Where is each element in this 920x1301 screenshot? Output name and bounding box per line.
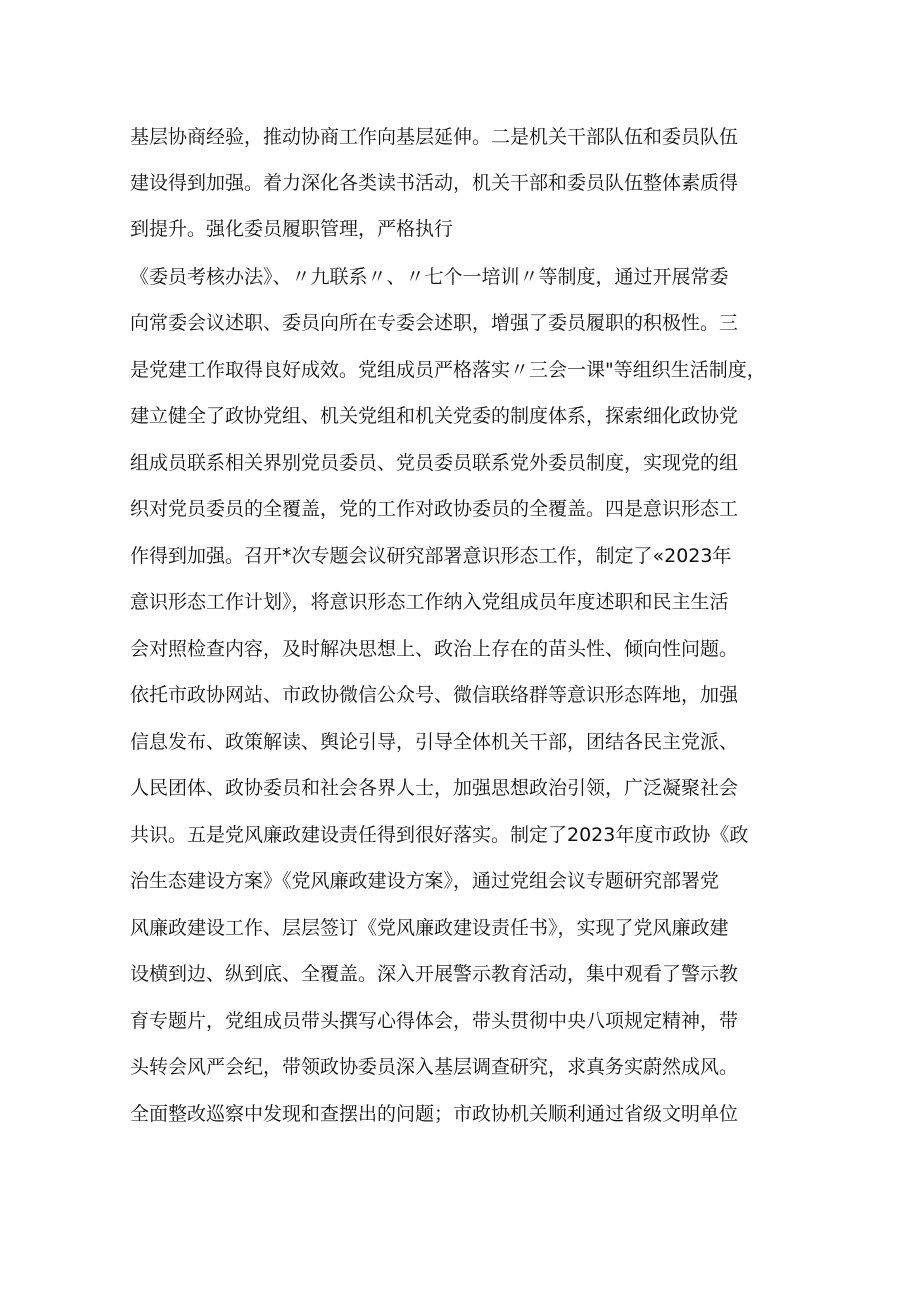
text-line: 依托市政协网站、市政协微信公众号、微信联络群等意识形态阵地，加强 [130, 684, 739, 706]
text-line: 共识。五是党风廉政建设责任得到很好落实。制定了2023年度市政协《政 [130, 824, 749, 846]
text-line: 育专题片，党组成员带头撰写心得体会，带头贯彻中央八项规定精神，带 [130, 1010, 739, 1032]
text-line: 信息发布、政策解读、舆论引导，引导全体机关干部，团结各民主党派、 [130, 731, 739, 753]
text-line: 组成员联系相关界别党员委员、党员委员联系党外委员制度，实现党的组 [130, 452, 739, 474]
text-line: 治生态建设方案》《党风廉政建设方案》，通过党组会议专题研究部署党 [130, 870, 720, 892]
text-line: 建设得到加强。着力深化各类读书活动，机关干部和委员队伍整体素质得 [130, 172, 739, 194]
text-line: 人民团体、政协委员和社会各界人士，加强思想政治引领，广泛凝聚社会 [130, 777, 739, 799]
text-line: 《委员考核办法》、〃九联系〃、〃七个一培训〃等制度，通过开展常委 [130, 266, 729, 288]
text-line: 是党建工作取得良好成效。党组成员严格落实〃三会一课"等组织生活制度， [130, 359, 766, 381]
text-line: 全面整改巡察中发现和查摆出的问题；市政协机关顺利通过省级文明单位 [130, 1103, 739, 1125]
text-line: 设横到边、纵到底、全覆盖。深入开展警示教育活动，集中观看了警示教 [130, 963, 739, 985]
text-line: 织对党员委员的全覆盖，党的工作对政协委员的全覆盖。四是意识形态工 [130, 498, 739, 520]
text-line: 作得到加强。召开*次专题会议研究部署意识形态工作，制定了«2023年 [130, 545, 732, 567]
text-line: 基层协商经验，推动协商工作向基层延伸。二是机关干部队伍和委员队伍 [130, 126, 739, 148]
text-line: 向常委会议述职、委员向所在专委会述职，增强了委员履职的积极性。三 [130, 312, 739, 334]
text-line: 建立健全了政协党组、机关党组和机关党委的制度体系，探索细化政协党 [130, 405, 739, 427]
text-line: 风廉政建设工作、层层签订《党风廉政建设责任书》，实现了党风廉政建 [130, 917, 729, 939]
text-line: 到提升。强化委员履职管理，严格执行 [130, 218, 454, 240]
text-line: 会对照检查内容，及时解决思想上、政治上存在的苗头性、倾向性问题。 [130, 638, 739, 660]
text-line: 头转会风严会纪，带领政协委员深入基层调查研究，求真务实蔚然成风。 [130, 1056, 739, 1078]
text-line: 意识形态工作计划》，将意识形态工作纳入党组成员年度述职和民主生活 [130, 591, 729, 613]
